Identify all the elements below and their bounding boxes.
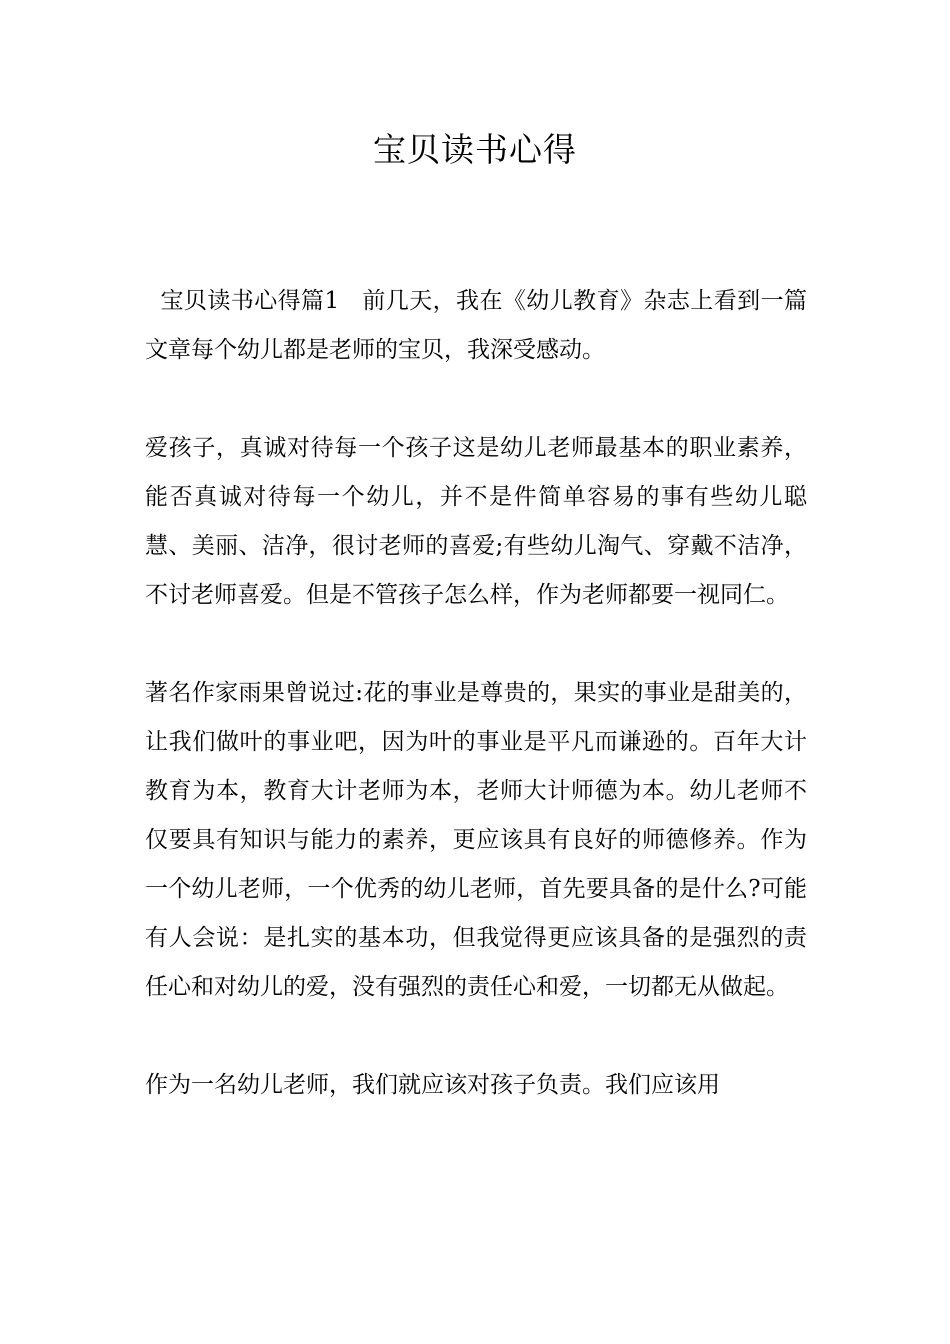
paragraph-4: 作为一名幼儿老师，我们就应该对孩子负责。我们应该用 (145, 1072, 720, 1098)
page-title: 宝贝读书心得 (373, 130, 577, 169)
document-body (145, 277, 807, 1110)
paragraph-2: 爱孩子，真诚对待每一个孩子这是幼儿老师最基本的职业素养，能否真诚对待每一个幼儿，并不是件简单容易的事有些幼儿聪慧、美丽、洁净，很讨老师的喜爱;有些幼儿淘气、穿戴不洁净，不讨老师喜爱。但是不管孩子怎么样，作为老师都要一视同仁。 (145, 435, 807, 608)
paragraph-3: 著名作家雨果曾说过:花的事业是尊贵的，果实的事业是甜美的，让我们做叶的事业吧，因为叶的事业是平凡而谦逊的。百年大计教育为本，教育大计老师为本，老师大计师德为本。幼儿老师不仅要具有知识与能力的素养，更应该具有良好的师德修养。作为一个幼儿老师，一个优秀的幼儿老师，首先要具备的是什么?可能有人会说：是扎实的基本功，但我觉得更应该具备的是强烈的责任心和对幼儿的爱，没有强烈的责任心和爱，一切都无从做起。 (145, 680, 807, 1000)
paragraph-1: 宝贝读书心得篇1 前几天，我在《幼儿教育》杂志上看到一篇文章每个幼儿都是老师的宝贝，我深受感动。 (145, 288, 807, 363)
